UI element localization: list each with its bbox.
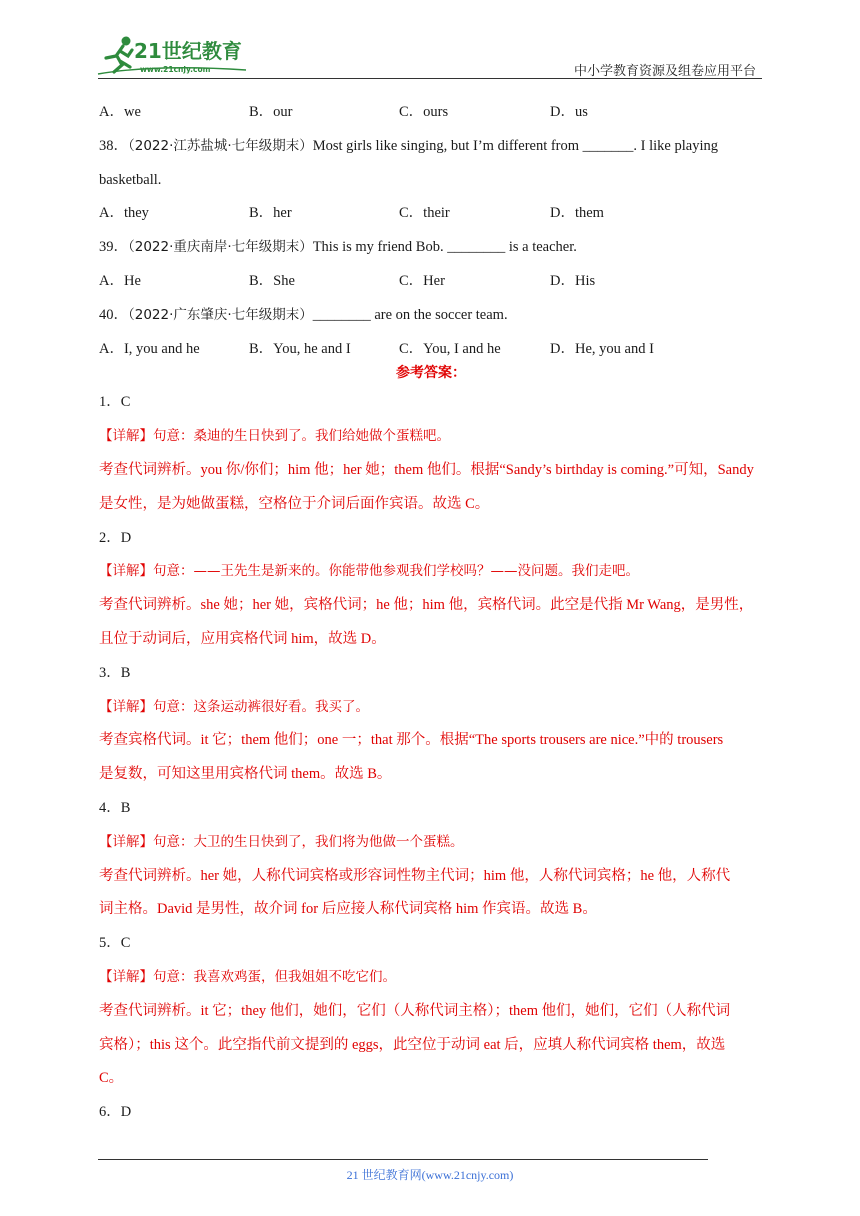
answer-number: 4．B (99, 799, 131, 816)
option-d: D．His (550, 272, 596, 289)
option-c: C．ours (399, 104, 449, 120)
q39-options (99, 265, 763, 299)
detail-tag: 【详解】 (99, 428, 153, 445)
runner-icon (106, 37, 132, 73)
answer-detail (99, 826, 763, 860)
answer-analysis: 宾格）；this 这个。此空指代前文提到的 eggs，此空位于动词 eat 后，应填人称代词宾格 them，故选 (99, 1036, 726, 1053)
answer-analysis: 词主格。David 是男性，故介词 for 后应接人称代词宾格 him 作宾语。故选 B。 (99, 901, 597, 918)
question-text: ________ are on the soccer team. (312, 306, 508, 323)
q40-options (99, 333, 763, 367)
option-d: D．them (550, 205, 604, 222)
question-source: （2022·江苏盐城·七年级期末） (128, 137, 313, 154)
detail-tag: 【详解】 (99, 563, 153, 580)
detail-text: 句意：——王先生是新来的。你能带他参观我们学校吗？——没问题。我们走吧。 (153, 563, 639, 580)
answer-number: 5．C (99, 935, 131, 952)
question-40 (99, 299, 763, 333)
answer-analysis: 考查代词辨析。her 她，人称代词宾格或形容词性物主代词；him 他，人称代词宾格；he 他，人称代 (99, 867, 731, 884)
detail-text: 句意：这条运动裤很好看。我买了。 (153, 698, 369, 715)
option-a: A．we (99, 104, 141, 120)
detail-tag: 【详解】 (99, 698, 153, 715)
option-b: B．You, he and I (249, 340, 351, 357)
answer-detail (99, 691, 763, 725)
answer-analysis: 且位于动词后，应用宾格代词 him，故选 D。 (99, 630, 386, 647)
option-c: C．Her (399, 272, 445, 289)
question-number: 39． (99, 239, 128, 256)
answer-number: 2．D (99, 529, 132, 546)
logo-url: www.21cnjy.com (140, 65, 211, 74)
option-c: C．their (399, 205, 450, 222)
page-header (0, 0, 860, 82)
option-a: A．they (99, 205, 149, 222)
question-text: This is my friend Bob. ________ is a teacher. (312, 239, 577, 256)
option-b: B．She (249, 272, 295, 289)
answer-number: 6．D (99, 1104, 132, 1121)
page-content (99, 96, 763, 1130)
answer-key-title: 参考答案： (396, 365, 466, 382)
option-c: C．You, I and he (399, 340, 501, 357)
footer-divider (98, 1159, 708, 1160)
question-39 (99, 231, 763, 265)
answer-detail (99, 555, 763, 589)
answer-number: 1．C (99, 394, 131, 411)
answer-analysis: 考查宾格代词。it 它；them 他们；one 一；that 那个。根据“The sports trousers are nice.”中的 trousers (99, 732, 724, 749)
answer-analysis: 考查代词辨析。you 你/你们；him 他；her 她；them 他们。根据“Sandy’s birthday is coming.”可知，Sandy (99, 461, 754, 478)
answer-number: 3．B (99, 664, 131, 681)
question-38-cont: basketball. (99, 171, 162, 188)
option-a: A．He (99, 272, 141, 289)
answer-analysis: C。 (99, 1070, 124, 1087)
q38-options (99, 197, 763, 231)
answer-detail (99, 420, 763, 454)
answer-detail (99, 961, 763, 995)
option-d: D．us (550, 104, 588, 120)
detail-text: 句意：桑迪的生日快到了。我们给她做个蛋糕吧。 (153, 428, 450, 445)
detail-tag: 【详解】 (99, 833, 153, 850)
question-source: （2022·广东肇庆·七年级期末） (128, 306, 313, 323)
site-logo (96, 34, 256, 78)
detail-text: 句意：我喜欢鸡蛋，但我姐姐不吃它们。 (153, 968, 396, 985)
option-b: B．our (249, 104, 293, 120)
question-source: （2022·重庆南岸·七年级期末） (128, 239, 313, 256)
q37-options (99, 96, 763, 130)
answer-analysis: 考查代词辨析。she 她；her 她，宾格代词；he 他；him 他，宾格代词。此空是代指 Mr Wang，是男性， (99, 597, 754, 614)
question-number: 38． (99, 137, 128, 154)
detail-tag: 【详解】 (99, 968, 153, 985)
detail-text: 句意：大卫的生日快到了，我们将为他做一个蛋糕。 (153, 833, 464, 850)
answer-analysis: 考查代词辨析。it 它；they 他们，她们，它们（人称代词主格）；them 他们，她们，它们（人称代词 (99, 1002, 731, 1019)
footer-text[interactable]: 21 世纪教育网(www.21cnjy.com) (346, 1168, 514, 1182)
answer-analysis: 是女性，是为她做蛋糕，空格位于介词后面作宾语。故选 C。 (99, 495, 490, 512)
option-a: A．I, you and he (99, 340, 200, 357)
question-text: Most girls like singing, but I’m different from _______. I like playing (312, 137, 718, 154)
answer-analysis: 是复数，可知这里用宾格代词 them。故选 B。 (99, 766, 392, 783)
logo-text: 21世纪教育 (134, 39, 242, 63)
question-number: 40． (99, 306, 128, 323)
option-d: D．He, you and I (550, 340, 654, 357)
header-divider (98, 78, 762, 79)
option-b: B．her (249, 205, 292, 222)
platform-name: 中小学教育资源及组卷应用平台 (573, 64, 756, 79)
question-38 (99, 130, 763, 164)
